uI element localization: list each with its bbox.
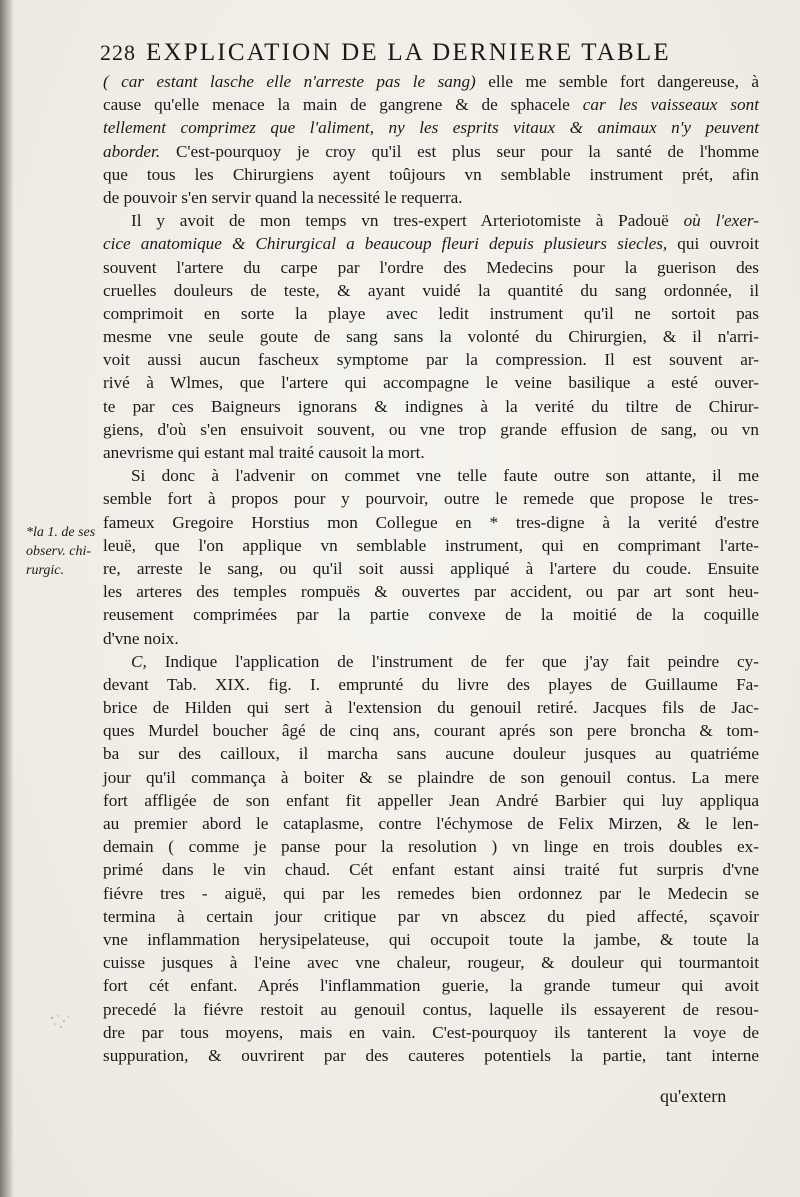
text-line bbox=[103, 256, 759, 279]
text-segment: cuisse jusques à l'eine avec vne chaleur, rougeur, & douleur qui tourmantoit bbox=[103, 953, 759, 973]
text-line bbox=[103, 974, 759, 997]
text-line bbox=[103, 580, 759, 603]
text-line bbox=[103, 395, 759, 418]
text-line bbox=[103, 812, 759, 835]
text-line bbox=[103, 1021, 759, 1044]
text-segment: cause qu'elle menace la main de gangrene & de sphacele bbox=[103, 95, 583, 115]
text-segment: de pouvoir s'en servir quand la necessité le requerra. bbox=[103, 187, 463, 207]
text-line bbox=[103, 719, 759, 742]
text-segment: Indique l'application de l'instrument de fer que j'ay fait peindre cy- bbox=[164, 651, 759, 671]
text-segment: primé dans le vin chaud. Cét enfant estant ainsi traité fut surpris d'vne bbox=[103, 860, 759, 880]
italic-segment: ( car estant lasche elle n'arreste pas le sang) bbox=[103, 72, 489, 91]
text-segment: fiévre tres - aiguë, qui par les remedes bien ordonnez par le Medecin se bbox=[103, 883, 759, 903]
text-segment: d'vne noix. bbox=[103, 628, 179, 648]
text-segment: au premier abord le cataplasme, contre l'échymose de Felix Mirzen, & le len- bbox=[103, 814, 759, 833]
text-segment: voit aussi aucun fascheux symptome par la compression. Il est souvent ar- bbox=[103, 350, 759, 370]
text-line bbox=[103, 140, 759, 163]
text-line bbox=[103, 186, 759, 209]
text-line bbox=[103, 998, 759, 1021]
text-segment: precedé la fiévre restoit au genouil contus, laquelle ils essayerent de resou- bbox=[103, 999, 759, 1019]
text-segment: devant Tab. XIX. fig. I. emprunté du livre des playes de Guillaume Fa- bbox=[103, 674, 759, 694]
text-segment: comprimoit en sorte la playe avec ledit instrument qu'il ne sortoit pas bbox=[103, 303, 759, 323]
text-segment: brice de Hilden qui sert à l'extension du genouil retiré. Jacques fils de Jac- bbox=[103, 698, 759, 718]
italic-segment: car les vaisseaux sont bbox=[582, 95, 759, 115]
italic-segment: où l'exer- bbox=[683, 211, 759, 231]
text-line bbox=[103, 696, 759, 719]
text-line bbox=[103, 464, 759, 487]
running-header bbox=[100, 38, 760, 68]
running-title: EXPLICATION DE LA DERNIERE TABLE bbox=[146, 39, 671, 66]
text-segment: suppuration, & ouvrirent par des cauteres potentiels la partie, tant interne bbox=[103, 1045, 759, 1065]
text-line bbox=[103, 882, 759, 905]
text-segment: te par ces Baigneurs ignorans & indignes à la verité du tiltre de Chirur- bbox=[103, 396, 759, 416]
text-line bbox=[103, 951, 759, 974]
text-segment: semble fort à propos pour y pourvoir, outre le remede que propose le tres- bbox=[103, 489, 759, 509]
italic-segment: C, bbox=[131, 651, 165, 671]
text-line bbox=[103, 116, 759, 139]
margin-note-line: rurgic. bbox=[26, 563, 64, 578]
text-segment: fort affligée de son enfant fit appeller Jean André Barbier qui luy appliqua bbox=[103, 790, 759, 810]
text-segment: reusement comprimées par la partie convexe de la moitié de la coquille bbox=[103, 605, 759, 625]
page-number: 228 bbox=[100, 40, 136, 65]
text-segment: anevrisme qui estant mal traité causoit la mort. bbox=[103, 443, 425, 462]
text-segment: souvent l'artere du carpe par l'ordre des Medecins pour la guerison des bbox=[103, 257, 759, 277]
text-line bbox=[103, 302, 759, 325]
text-line bbox=[103, 603, 759, 626]
text-segment: leuë, que l'on applique vn semblable instrument, qui en comprimant l'arte- bbox=[103, 535, 759, 555]
text-segment: Si donc à l'advenir on commet vne telle faute outre son attante, il me bbox=[131, 466, 759, 486]
text-line bbox=[103, 766, 759, 789]
text-segment: que tous les Chirurgiens ayent toûjours vn semblable instrument prét, afin bbox=[103, 164, 759, 184]
text-segment: fameux Gregoire Horstius mon Collegue en * tres-digne à la verité d'estre bbox=[103, 512, 759, 532]
text-line bbox=[103, 371, 759, 394]
text-segment: ques Murdel boucher âgé de cinq ans, courant aprés son pere broncha & tom- bbox=[103, 721, 759, 741]
text-line bbox=[103, 209, 759, 232]
text-line bbox=[103, 418, 759, 441]
text-line bbox=[103, 487, 759, 510]
text-segment: mesme vne seule goute de sang sans la volonté du Chirurgien, & il n'arri- bbox=[103, 327, 759, 347]
text-line bbox=[103, 511, 759, 534]
text-line bbox=[103, 93, 759, 116]
ink-stain bbox=[44, 1010, 74, 1032]
text-segment: Il y avoit de mon temps vn tres-expert Arteriotomiste à Padouë bbox=[131, 211, 684, 231]
text-segment: C'est-pourquoy je croy qu'il est plus seur pour la santé de l'homme bbox=[175, 141, 759, 161]
text-line bbox=[103, 557, 759, 580]
text-line bbox=[103, 70, 759, 93]
text-line bbox=[103, 325, 759, 348]
text-segment: jour qu'il commança à boiter & se plaindre de son genouil contus. La mere bbox=[103, 767, 759, 787]
text-line bbox=[103, 163, 759, 186]
text-line bbox=[103, 789, 759, 812]
text-line bbox=[103, 279, 759, 302]
margin-note-line: observ. chi- bbox=[26, 544, 92, 559]
italic-segment: aborder. bbox=[103, 141, 176, 161]
text-segment: termina à certain jour critique par vn abscez du pied affecté, sçavoir bbox=[103, 906, 759, 926]
text-line bbox=[103, 928, 759, 951]
text-segment: vne inflammation herysipelateuse, qui occupoit toute la jambe, & toute la bbox=[103, 929, 759, 949]
text-segment: re, arreste le sang, ou qu'il soit aussi appliqué à l'artere du coude. Ensuite bbox=[103, 558, 759, 578]
text-segment: dre par tous moyens, mais en vain. C'est-pourquoy ils tanterent la voye de bbox=[103, 1022, 759, 1042]
text-line bbox=[103, 232, 759, 255]
margin-note-line: *la 1. de ses bbox=[26, 525, 96, 540]
text-segment: elle me semble fort dangereuse, à bbox=[488, 72, 759, 91]
body-text bbox=[103, 70, 759, 1067]
text-segment: rivé à Wlmes, que l'artere qui accompagne le veine basilique a esté ouver- bbox=[103, 373, 759, 393]
text-line bbox=[103, 627, 759, 650]
text-line bbox=[103, 650, 759, 673]
text-segment: demain ( comme je panse pour la resolution ) vn linge en trois doubles ex- bbox=[103, 837, 759, 857]
margin-note bbox=[26, 523, 100, 580]
text-line bbox=[103, 742, 759, 765]
text-line bbox=[103, 835, 759, 858]
text-line bbox=[103, 348, 759, 371]
text-line bbox=[103, 534, 759, 557]
binding-shadow bbox=[0, 0, 14, 1197]
text-line bbox=[103, 905, 759, 928]
text-line bbox=[103, 673, 759, 696]
text-line bbox=[103, 1044, 759, 1067]
text-segment: fort cét enfant. Aprés l'inflammation guerie, la grande tumeur qui avoit bbox=[103, 976, 759, 996]
text-line bbox=[103, 441, 759, 464]
text-segment: les arteres des temples rompuës & ouvertes par accident, ou par art sont heu- bbox=[103, 582, 759, 602]
italic-segment: tellement comprimez que l'aliment, ny les esprits vitaux & animaux n'y peuvent bbox=[103, 118, 759, 138]
text-segment: cruelles douleurs de teste, & ayant vuidé la quantité du sang ordonnée, il bbox=[103, 280, 759, 300]
catchword: qu'extern bbox=[660, 1086, 727, 1106]
italic-segment: cice anatomique & Chirurgical a beaucoup fleuri depuis plusieurs siecles, bbox=[103, 234, 678, 254]
text-segment: qui ouvroit bbox=[677, 234, 759, 254]
text-line bbox=[103, 858, 759, 881]
text-segment: giens, d'où s'en ensuivoit souvent, ou vne trop grande effusion de sang, ou vn bbox=[103, 419, 759, 439]
text-segment: ba sur des cailloux, il marcha sans aucune douleur jusques au quatriéme bbox=[103, 744, 759, 764]
